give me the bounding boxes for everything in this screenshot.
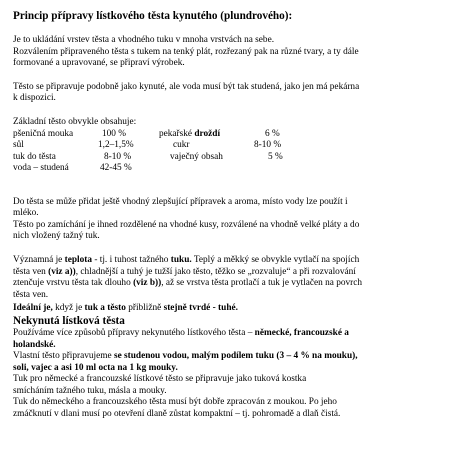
text-line — [13, 328, 453, 340]
text-run-bold: holandské. — [13, 339, 56, 350]
text-run: ztenčuje vrstvu těsta tak dlouho — [13, 278, 134, 289]
text-line — [13, 267, 453, 279]
text-run-bold: se studenou vodou, malým podílem tuku (3 – 4 % na mouku), — [113, 351, 358, 362]
section-title-principle: Princip přípravy lístkového těsta kynutého (plundrového): — [13, 10, 293, 22]
text-line: těsta ven. — [13, 289, 49, 300]
paragraph-temperature — [13, 255, 453, 301]
text-line: mléko. — [13, 208, 39, 219]
text-run: Teplý a měkký se obvykle vytlačí na spojích — [191, 254, 360, 265]
paragraph-layering — [13, 35, 453, 70]
text-run-bold: (viz a)) — [48, 266, 76, 277]
text-line — [13, 303, 453, 315]
paragraph-ideal — [13, 303, 453, 315]
text-line: formované a upravované, se připraví výrobek. — [13, 58, 185, 69]
text-line — [13, 278, 453, 290]
text-run: - tj. i tuhost tažného — [92, 254, 171, 265]
paragraph-unleavened — [13, 328, 453, 421]
text-line — [13, 351, 453, 363]
text-line: zmáčknutí v dlani musí po otevření dlaně zůstat kompaktní – tj. pohromadě a dlaň čistá. — [13, 409, 341, 420]
text-line — [13, 340, 453, 352]
text-run-bold: soli, vajec a asi 10 ml octa na 1 kg mouky. — [13, 362, 178, 373]
ingredient-amount: 8-10 % — [104, 151, 132, 162]
text-run-bold: teplota — [64, 254, 93, 265]
text-line: nich vložený tažný tuk. — [13, 231, 100, 242]
ingredient-name: pšeničná mouka — [13, 128, 74, 139]
text-line: Základní těsto obvykle obsahuje: — [13, 116, 137, 127]
paragraph-improver — [13, 197, 453, 220]
ingredient-name: vaječný obsah — [170, 151, 223, 162]
ingredient-name-part: pekařské — [159, 128, 195, 139]
paragraph-dividing — [13, 220, 453, 243]
text-run: , chladnější a tuhý je tužší jako těsto, těžko se „rozvaluje“ a při rozvalování — [75, 266, 356, 277]
ingredients-table — [13, 129, 453, 187]
ingredient-amount: 5 % — [268, 151, 283, 162]
ingredient-amount: 8-10 % — [254, 140, 282, 151]
text-line: Do těsta se může přidat ještě vhodný zlepšující přípravek a aroma, místo vody lze použít i — [13, 196, 348, 207]
text-line: Tuk pro německé a francouzské lístkové těsto se připravuje jako tuková kostka — [13, 374, 307, 385]
ingredient-name: cukr — [173, 140, 190, 151]
ingredient-amount: 6 % — [265, 128, 280, 139]
ingredient-name: tuk do těsta — [13, 151, 56, 162]
text-run: přibližně — [125, 303, 164, 314]
ingredient-name-bold: droždí — [194, 128, 221, 139]
document-page — [13, 9, 453, 421]
paragraph-cold-water — [13, 82, 453, 105]
text-run-bold: tuku. — [170, 254, 192, 265]
text-line: Těsto se připravuje podobně jako kynuté, ale voda musí být tak studená, jako jen má pekárna — [13, 81, 360, 92]
ingredient-name — [159, 129, 220, 141]
text-run-bold: německé, francouzské a — [254, 327, 349, 338]
text-run: když je — [52, 303, 85, 314]
ingredient-name: voda – studená — [13, 163, 69, 174]
text-line — [13, 363, 453, 375]
text-run-bold: stejně tvrdé - tuhé. — [163, 303, 238, 314]
text-run-bold: (viz b)) — [133, 278, 162, 289]
ingredient-amount: 1,2–1,5% — [98, 140, 134, 151]
ingredient-name: sůl — [13, 140, 24, 151]
text-line: Rozválením připraveného těsta s tukem na tenký plát, rozřezaný pak na různé tvary, a ty dále — [13, 46, 359, 57]
text-line — [13, 255, 453, 267]
text-line: k dispozici. — [13, 93, 56, 104]
text-run: Používáme více způsobů přípravy nekynutého lístkového těsta – — [13, 327, 255, 338]
text-run: Vlastní těsto připravujeme — [13, 351, 114, 362]
section-title-unleavened: Nekynutá lístková těsta — [13, 314, 125, 327]
ingredients-caption — [13, 117, 453, 129]
ingredient-amount: 100 % — [102, 128, 127, 139]
ingredient-amount: 42-45 % — [100, 163, 132, 174]
text-line: Je to ukládání vrstev těsta a vhodného tuku v mnoha vrstvách na sebe. — [13, 35, 275, 45]
text-run-bold: tuk a těsto — [84, 303, 126, 314]
text-run: , až se vrstva těsta protlačí a tuk je vytlačen na povrch — [161, 278, 363, 289]
text-line: Těsto po zamíchání je ihned rozdělené na vhodné kusy, rozválené na vhodně velké pláty a do — [13, 219, 360, 230]
text-run: těsta ven — [13, 266, 49, 277]
text-line: Tuk do německého a francouzského těsta musí být dobře zpracován z moukou. Po jeho — [13, 397, 337, 408]
text-run-bold: Ideální je, — [13, 303, 53, 314]
text-run: Významná je — [13, 254, 65, 265]
text-line: smícháním tažného tuku, másla a mouky. — [13, 385, 167, 396]
